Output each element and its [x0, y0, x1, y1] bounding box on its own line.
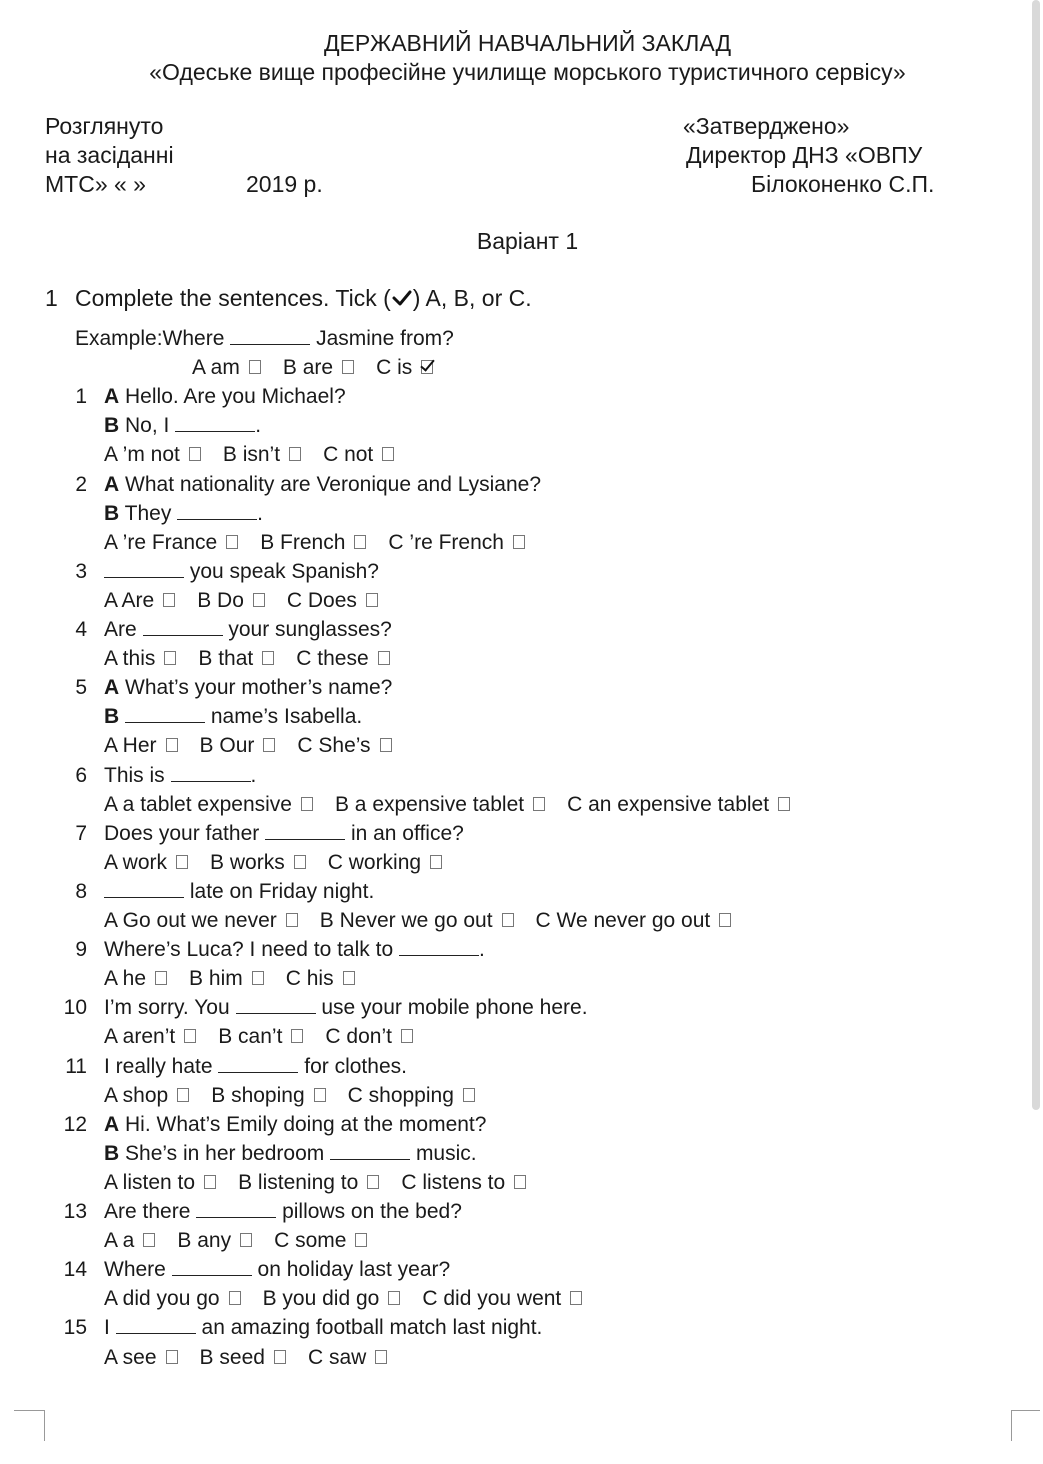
speaker-label: A [104, 676, 120, 700]
question-text [104, 1110, 486, 1139]
option-label: B can’t [218, 1025, 283, 1049]
approval-left-block [45, 112, 445, 199]
option-label: A he [104, 967, 147, 991]
question-text [104, 702, 362, 731]
answer-blank [175, 415, 255, 432]
question-text-part: late on Friday night. [189, 879, 375, 903]
question-number: 4 [75, 618, 87, 641]
option-label: C shopping [347, 1083, 454, 1107]
answer-options [104, 1022, 413, 1051]
answer-blank [104, 881, 184, 898]
option-label: B seed [199, 1345, 265, 1369]
option-label: A Her [104, 734, 157, 758]
option-label: B shoping [211, 1083, 305, 1107]
page-corner-mark [1011, 1410, 1040, 1441]
answer-options [104, 906, 731, 935]
option-label: C working [327, 850, 422, 874]
answer-blank [230, 328, 310, 345]
option-label: C She’s [297, 734, 371, 758]
question-text-part: She’s in her bedroom [125, 1141, 325, 1165]
option-checkbox[interactable] [570, 1291, 582, 1305]
question-text-part: in an office? [350, 821, 464, 845]
question-text-part: They [124, 501, 172, 525]
option-label: C is [376, 356, 413, 380]
option-checkbox[interactable] [778, 797, 790, 811]
question-text [104, 993, 588, 1022]
option-checkbox[interactable] [380, 738, 392, 752]
option-checkbox[interactable] [513, 535, 525, 549]
question-text [104, 1313, 542, 1342]
option-checkbox[interactable] [343, 971, 355, 985]
commission-label: МТС» « » [45, 171, 146, 197]
option-checkbox[interactable] [286, 913, 298, 927]
option-label: C don’t [325, 1025, 392, 1049]
option-checkbox[interactable] [240, 1233, 252, 1247]
option-label: B Our [199, 734, 255, 758]
option-label: B Never we go out [319, 909, 493, 932]
option-label: B are [282, 356, 334, 380]
example-text: Where [162, 327, 225, 350]
question-text-part: Where’s Luca? I need to talk to [104, 938, 394, 962]
option-checkbox[interactable] [249, 360, 261, 374]
answer-blank [236, 997, 316, 1014]
question-text-part: Where [104, 1258, 166, 1282]
speaker-label: B [104, 501, 120, 525]
question-text [104, 557, 379, 586]
option-checkbox[interactable] [301, 797, 313, 811]
option-checkbox[interactable] [262, 651, 274, 665]
option-label: B you did go [262, 1287, 380, 1311]
option-label: B French [260, 530, 346, 554]
option-checkbox[interactable] [463, 1088, 475, 1102]
option-label: A ’re France [104, 530, 218, 554]
question-text-part: name’s Isabella. [210, 705, 363, 729]
vertical-scrollbar[interactable] [1032, 0, 1040, 1110]
option-label: A aren’t [104, 1025, 176, 1049]
option-label: C an expensive tablet [567, 792, 770, 816]
speaker-label: A [104, 1112, 120, 1136]
option-label: A am [192, 356, 240, 380]
option-checkbox[interactable] [176, 855, 188, 869]
option-checkbox[interactable] [253, 593, 265, 607]
question-text-part: . [257, 501, 264, 525]
option-checkbox[interactable] [184, 1029, 196, 1043]
question-text-part: I’m sorry. You [104, 996, 230, 1020]
answer-options [104, 440, 394, 469]
answer-options [104, 1226, 367, 1255]
question-text [104, 411, 261, 440]
option-label: B Do [197, 588, 244, 612]
question-text [104, 1139, 477, 1168]
option-checkbox[interactable] [143, 1233, 155, 1247]
question-text [104, 615, 392, 644]
option-label: A this [104, 647, 156, 671]
option-checkbox[interactable] [189, 447, 201, 461]
option-checkbox[interactable] [229, 1291, 241, 1305]
answer-blank [171, 765, 251, 782]
answer-options [104, 1284, 582, 1313]
director-label: Директор ДНЗ «ОВПУ [686, 142, 923, 168]
question-text-part: for clothes. [304, 1054, 407, 1078]
approval-right-block [683, 112, 983, 199]
answer-options [104, 528, 525, 557]
answer-blank [265, 823, 345, 840]
institution-title: ДЕРЖАВНИЙ НАВЧАЛЬНИЙ ЗАКЛАД [323, 30, 732, 56]
option-label: C saw [307, 1345, 367, 1369]
answer-options [104, 964, 355, 993]
checkmark-icon [391, 287, 413, 309]
option-label: C ’re French [388, 530, 504, 554]
question-number: 2 [75, 472, 87, 496]
question-text-part: What’s your mother’s name? [125, 676, 393, 700]
option-checkbox[interactable] [430, 855, 442, 869]
option-checkbox[interactable] [375, 1350, 387, 1364]
option-label: C We never go out [535, 909, 711, 932]
question-text-part: Hi. What’s Emily doing at the moment? [125, 1112, 487, 1136]
answer-options [104, 586, 378, 615]
option-label: C listens to [401, 1170, 506, 1194]
task-text-start: Complete the sentences. Tick ( [75, 285, 391, 311]
question-number: 15 [63, 1316, 87, 1340]
option-checkbox[interactable] [342, 360, 354, 374]
option-checkbox[interactable] [274, 1350, 286, 1364]
option-label: C some [274, 1229, 347, 1253]
question-text [104, 761, 256, 790]
question-text-part: Does your father [104, 821, 260, 845]
option-checkbox[interactable] [289, 447, 301, 461]
question-text-part: use your mobile phone here. [321, 996, 588, 1020]
question-text-part: . [478, 938, 485, 962]
question-text-part: What nationality are Veronique and Lysiane? [125, 472, 542, 496]
question-text-part: I really hate [104, 1054, 213, 1078]
answer-blank [125, 706, 205, 723]
speaker-label: A [104, 472, 120, 496]
question-text [104, 1052, 407, 1081]
task-instruction [45, 283, 532, 313]
option-checkbox[interactable] [388, 1291, 400, 1305]
answer-blank [104, 561, 184, 578]
speaker-label: B [104, 705, 120, 729]
question-text-part: pillows on the bed? [282, 1200, 462, 1223]
option-label: A a tablet expensive [104, 792, 292, 816]
option-checkbox[interactable] [355, 1233, 367, 1247]
answer-blank [143, 619, 223, 636]
option-checkbox[interactable] [314, 1088, 326, 1102]
question-text [104, 382, 346, 411]
answer-options [104, 848, 442, 877]
option-label: A work [104, 850, 168, 874]
answer-options [104, 644, 390, 673]
answer-blank [218, 1056, 298, 1073]
option-label: B a expensive tablet [334, 792, 525, 816]
question-text-part: music. [415, 1141, 477, 1165]
question-text-part: an amazing football match last night. [201, 1316, 543, 1340]
option-checkbox[interactable] [263, 738, 275, 752]
option-checkbox[interactable] [166, 738, 178, 752]
option-label: C Does [286, 588, 357, 612]
option-label: A a [104, 1229, 135, 1253]
option-checkbox[interactable] [163, 593, 175, 607]
question-text [104, 819, 464, 848]
question-text-part: This is [104, 763, 165, 787]
speaker-label: B [104, 414, 120, 438]
option-label: A ’m not [104, 443, 180, 467]
option-checkbox[interactable] [367, 1175, 379, 1189]
question-number: 1 [75, 385, 87, 409]
option-checkbox[interactable] [177, 1088, 189, 1102]
reviewed-label: Розглянуто [45, 113, 164, 139]
option-label: B any [177, 1229, 232, 1253]
option-checkbox[interactable] [719, 913, 731, 927]
approved-label: «Затверджено» [683, 113, 850, 139]
option-checkbox[interactable] [226, 535, 238, 549]
option-label: B him [189, 967, 243, 991]
question-text-part: Hello. Are you Michael? [125, 385, 346, 409]
option-label: A listen to [104, 1170, 196, 1194]
option-checkbox[interactable] [354, 535, 366, 549]
example-options [192, 353, 433, 382]
question-number: 5 [75, 676, 87, 700]
question-text [104, 935, 485, 964]
question-number: 14 [63, 1258, 87, 1282]
option-checkbox[interactable] [294, 855, 306, 869]
question-text [104, 877, 374, 906]
option-label: B listening to [238, 1170, 359, 1194]
answer-options [104, 1343, 387, 1372]
option-checkbox[interactable] [204, 1175, 216, 1189]
option-checkbox[interactable] [366, 593, 378, 607]
question-text [104, 499, 263, 528]
option-label: A see [104, 1345, 157, 1369]
option-label: A Are [104, 588, 155, 612]
task-text-end: ) A, B, or C. [412, 285, 532, 311]
answer-blank [177, 503, 257, 520]
option-label: C his [285, 967, 334, 991]
example-text: Jasmine from? [316, 327, 454, 350]
task-number: 1 [45, 285, 58, 311]
option-checkbox[interactable] [155, 971, 167, 985]
option-checkbox[interactable] [502, 913, 514, 927]
option-checkbox[interactable] [533, 797, 545, 811]
question-number: 13 [63, 1200, 87, 1223]
option-label: A Go out we never [104, 909, 277, 932]
option-label: C these [296, 647, 369, 671]
option-checkbox[interactable] [252, 971, 264, 985]
question-text-part: . [255, 414, 262, 438]
option-label: B isn’t [222, 443, 281, 467]
speaker-label: A [104, 385, 120, 409]
option-checkbox[interactable] [291, 1029, 303, 1043]
option-label: A did you go [104, 1287, 220, 1311]
answer-blank [196, 1201, 276, 1218]
example-label: Example: [75, 327, 163, 350]
question-number: 10 [63, 996, 87, 1020]
answer-blank [116, 1317, 196, 1334]
option-checkbox[interactable] [378, 651, 390, 665]
question-text [104, 1197, 462, 1226]
question-text [104, 470, 541, 499]
institution-name: «Одеське вище професійне училище морського туристичного сервісу» [149, 59, 906, 85]
question-number: 7 [75, 821, 87, 845]
answer-blank [399, 939, 479, 956]
option-label: B that [198, 647, 254, 671]
answer-options [104, 1081, 475, 1110]
question-text-part: I [104, 1316, 110, 1340]
question-number: 3 [75, 559, 87, 583]
question-text-part: Are there [104, 1200, 191, 1223]
director-name: Білоконенко С.П. [751, 171, 935, 197]
question-text [104, 673, 392, 702]
question-text-part: you speak Spanish? [189, 559, 379, 583]
option-label: C did you went [422, 1287, 562, 1311]
question-text-part: on holiday last year? [257, 1258, 451, 1282]
option-checkbox[interactable] [382, 447, 394, 461]
speaker-label: B [104, 1141, 120, 1165]
question-text-part: your sunglasses? [228, 618, 392, 641]
question-number: 6 [75, 763, 87, 787]
option-label: A shop [104, 1083, 169, 1107]
answer-blank [330, 1143, 410, 1160]
question-number: 8 [75, 879, 87, 903]
answer-blank [172, 1259, 252, 1276]
meeting-label: на засіданні [45, 142, 174, 168]
answer-options [104, 731, 392, 760]
question-text-part: No, I [125, 414, 170, 438]
question-text-part: Are [104, 618, 137, 641]
option-checkbox[interactable] [421, 360, 433, 374]
question-number: 9 [75, 938, 87, 962]
question-text-part: . [250, 763, 257, 787]
question-text [104, 1255, 450, 1284]
option-label: C not [323, 443, 374, 467]
option-checkbox[interactable] [514, 1175, 526, 1189]
option-checkbox[interactable] [166, 1350, 178, 1364]
question-number: 12 [63, 1112, 87, 1136]
question-number: 11 [65, 1054, 87, 1078]
option-checkbox[interactable] [401, 1029, 413, 1043]
option-label: B works [210, 850, 285, 874]
option-checkbox[interactable] [164, 651, 176, 665]
answer-options [104, 790, 790, 819]
example-question [75, 324, 454, 353]
year-label: 2019 р. [246, 171, 323, 197]
variant-title: Варіант 1 [476, 228, 579, 254]
answer-options [104, 1168, 526, 1197]
page-corner-mark [14, 1410, 45, 1441]
